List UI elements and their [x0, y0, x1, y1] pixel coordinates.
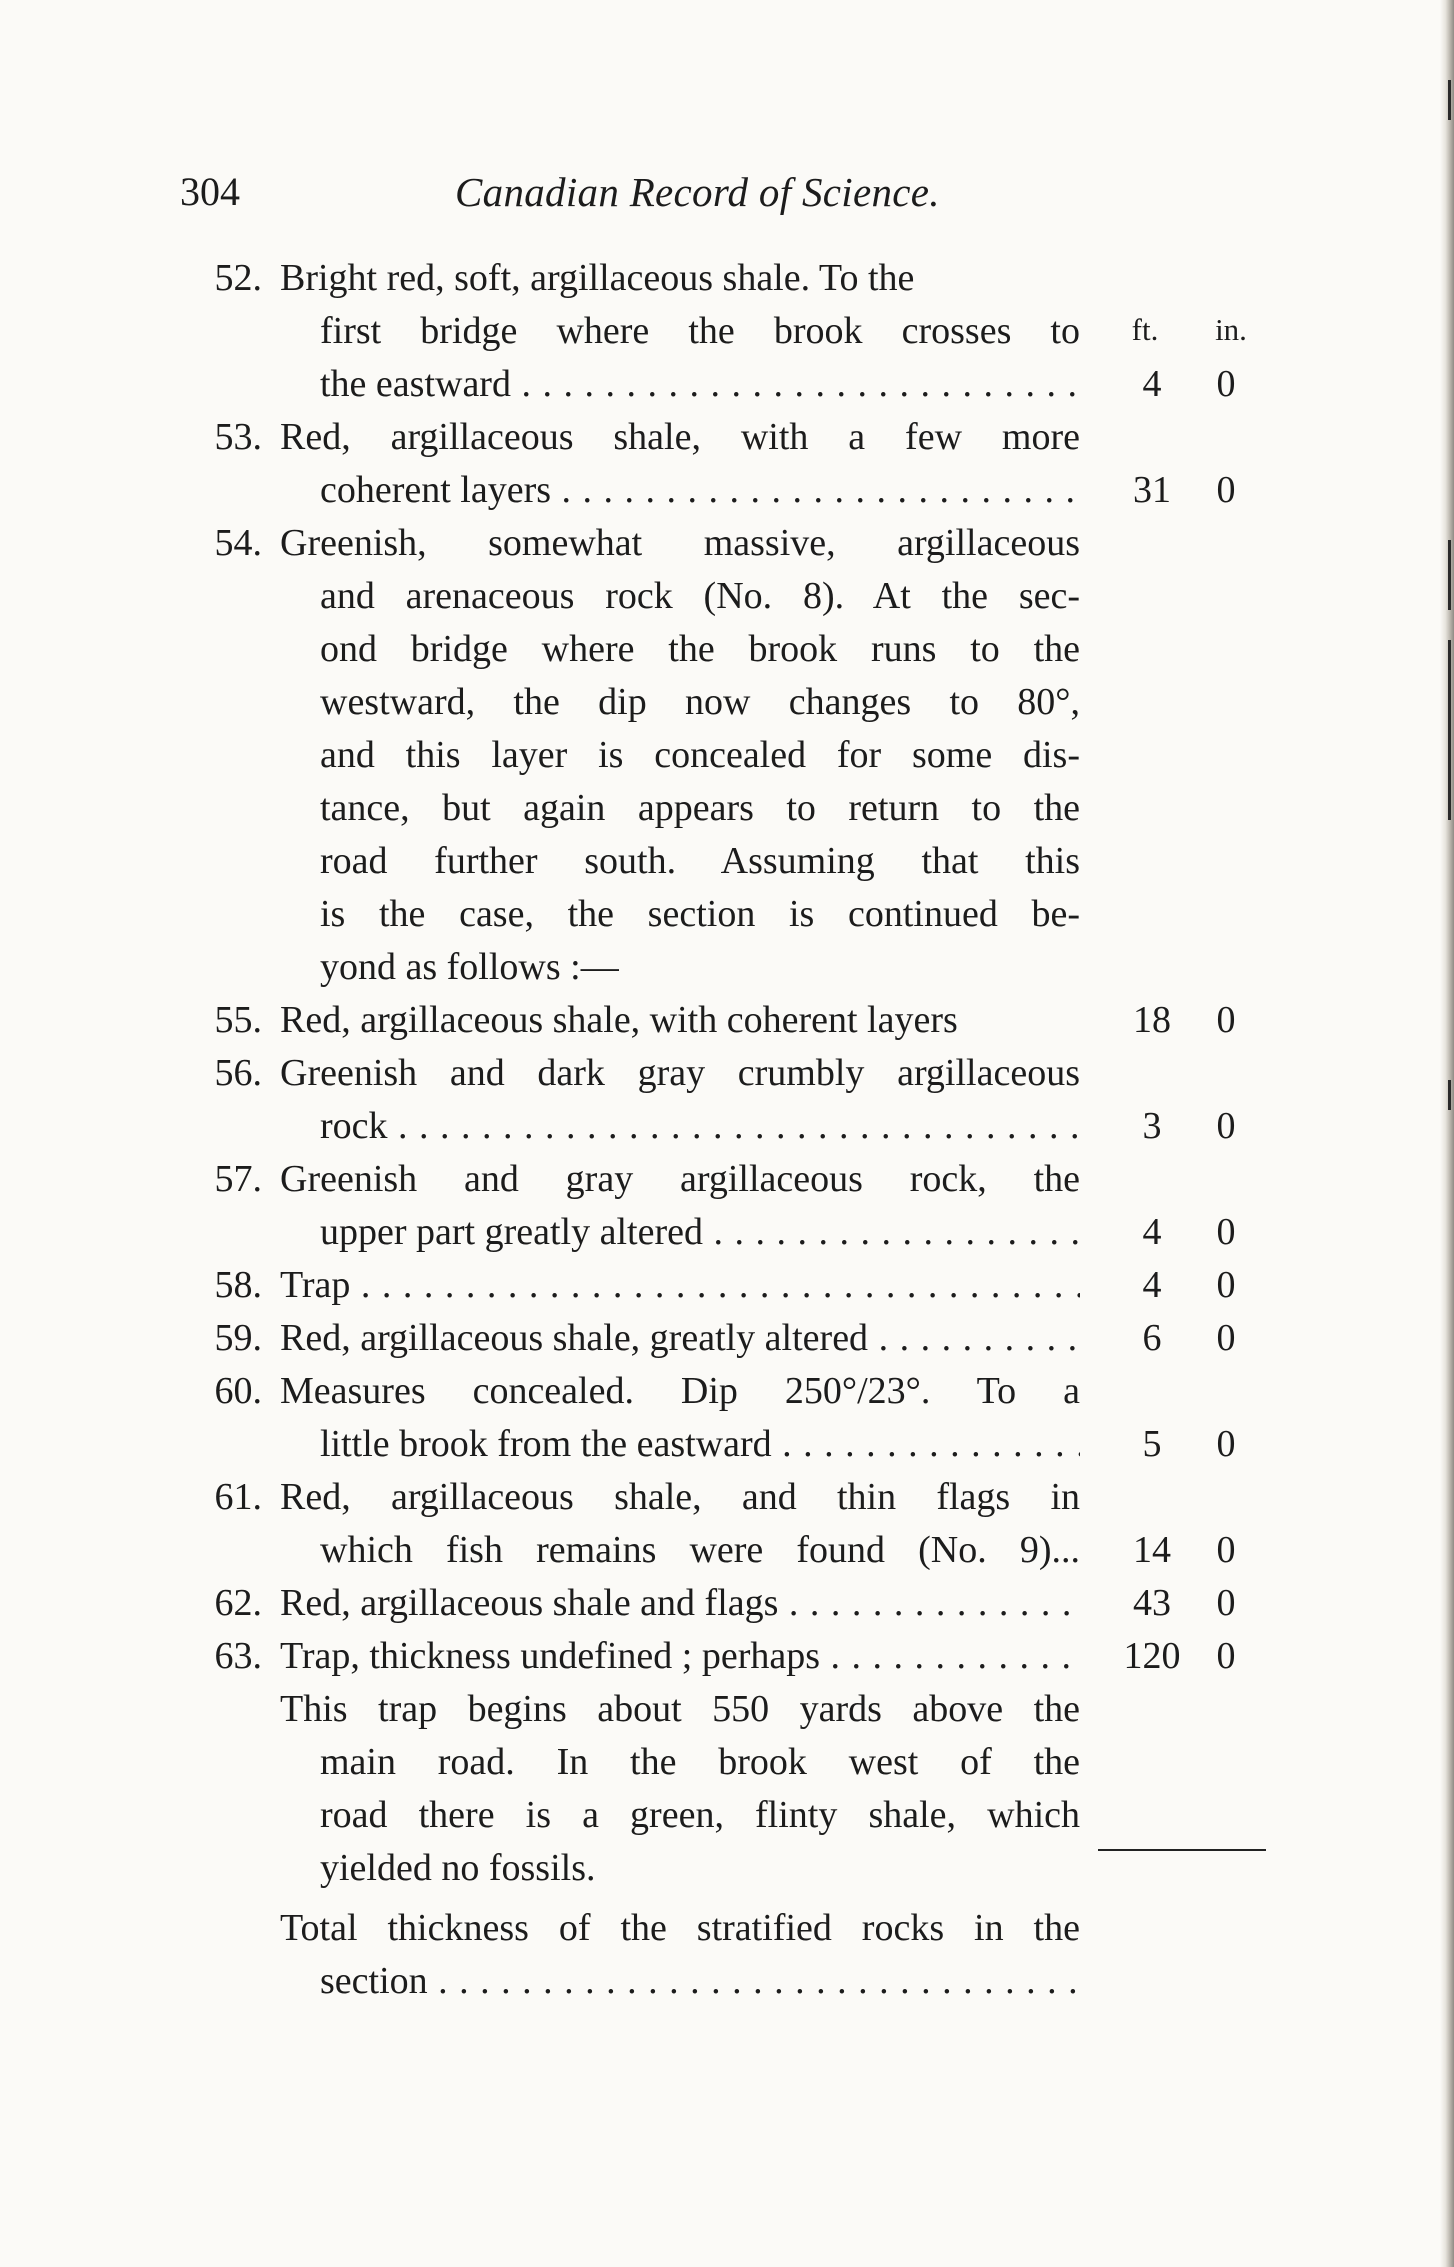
entry-line [180, 1524, 1260, 1577]
entry-line [180, 888, 1260, 941]
entry-text: Measures concealed. Dip 250°/23°. To a [280, 1370, 1080, 1412]
entry-text-dotted: Trap, thickness undefined ; perhaps . . . [280, 1635, 1080, 1677]
entry-text: road further south. Assuming that this [320, 840, 1080, 882]
entry-text: tance, but again appears to return to the [320, 787, 1080, 829]
edge-mark [1448, 80, 1451, 120]
edge-mark [1448, 540, 1451, 610]
page-edge [1440, 0, 1454, 2267]
feet-value: 4 [1142, 363, 1162, 405]
entry-number: 63. [214, 1635, 262, 1677]
entry-number: 60. [214, 1370, 262, 1412]
note-text: yielded no fossils. [320, 1847, 596, 1889]
feet-heading: ft. [1131, 312, 1159, 347]
entry-text [280, 1259, 1080, 1312]
entry-number: 53. [214, 416, 262, 458]
entry-text: and arenaceous rock (No. 8). At the sec- [320, 575, 1080, 617]
entry-text: Greenish and gray argillaceous rock, the [280, 1158, 1080, 1200]
entry-line [180, 782, 1260, 835]
note-line [180, 1736, 1260, 1789]
entry-line [180, 994, 1260, 1047]
entry-line [180, 358, 1260, 411]
entry-text [280, 1577, 1080, 1630]
entry-line [180, 464, 1260, 517]
entry-line [180, 1630, 1260, 1683]
entry-line [180, 623, 1260, 676]
feet-value: 18 [1133, 999, 1171, 1041]
entry-text: which fish remains were found (No. 9)... [320, 1529, 1080, 1571]
entry-text: and this layer is concealed for some dis- [320, 734, 1080, 776]
running-title: Canadian Record of Science. [455, 169, 940, 215]
inches-value: 0 [1216, 1529, 1236, 1571]
total-text [320, 1955, 1080, 2008]
entry-line [180, 729, 1260, 782]
inches-value: 0 [1216, 1582, 1236, 1624]
entry-line [180, 517, 1260, 570]
entry-number: 62. [214, 1582, 262, 1624]
entry-text-dotted: rock . . . [320, 1105, 1080, 1147]
entry-number: 57. [214, 1158, 262, 1200]
entry-text-dotted: Trap . . . [280, 1264, 1080, 1306]
entry-text-dotted: little brook from the eastward . . . [320, 1423, 1080, 1465]
inches-value: 0 [1216, 1105, 1236, 1147]
entry-line [180, 570, 1260, 623]
note-text: This trap begins about 550 yards above the [280, 1688, 1080, 1730]
entry-text-dotted: Red, argillaceous shale and flags . . . [280, 1582, 1080, 1624]
sum-rule [1098, 1849, 1266, 1851]
entry-line [180, 1365, 1260, 1418]
entry-line [180, 1206, 1260, 1259]
entry-number: 54. [214, 522, 262, 564]
feet-value: 6 [1142, 1317, 1162, 1359]
total-text: Total thickness of the stratified rocks in the [280, 1907, 1080, 1949]
feet-value: 4 [1142, 1211, 1162, 1253]
total-line [180, 1902, 1260, 1955]
entry-text: Red, argillaceous shale, with coherent layers [280, 999, 958, 1041]
entry-text [320, 1418, 1080, 1471]
entry-line [180, 835, 1260, 888]
entry-text [320, 358, 1080, 411]
entry-text-dotted: coherent layers . . . [320, 469, 1080, 511]
inches-value: 0 [1216, 1317, 1236, 1359]
entry-number: 59. [214, 1317, 262, 1359]
entry-text: first bridge where the brook crosses to [320, 310, 1080, 352]
inches-value: 0 [1216, 999, 1236, 1041]
entry-number: 56. [214, 1052, 262, 1094]
total-line [180, 1955, 1260, 2008]
inches-value: 0 [1216, 1264, 1236, 1306]
feet-value: 43 [1133, 1582, 1171, 1624]
entry-text: yond as follows :— [320, 946, 619, 988]
entry-text-dotted: upper part greatly altered . . . [320, 1211, 1080, 1253]
entry-line [180, 676, 1260, 729]
entry-line [180, 1471, 1260, 1524]
feet-value: 5 [1142, 1423, 1162, 1465]
entry-text: is the case, the section is continued be- [320, 893, 1080, 935]
inches-value: 0 [1216, 1635, 1236, 1677]
inches-value: 0 [1216, 363, 1236, 405]
note-text: main road. In the brook west of the [320, 1741, 1080, 1783]
edge-mark [1448, 640, 1451, 820]
entry-number: 52. [214, 257, 262, 299]
feet-value: 31 [1133, 469, 1171, 511]
entry-number: 58. [214, 1264, 262, 1306]
feet-value: 4 [1142, 1264, 1162, 1306]
entry-text: Greenish and dark gray crumbly argillaceous [280, 1052, 1080, 1094]
entry-text: Greenish, somewhat massive, argillaceous [280, 522, 1080, 564]
entry-line [180, 1047, 1260, 1100]
entry-text [320, 464, 1080, 517]
entry-text: ond bridge where the brook runs to the [320, 628, 1080, 670]
entry-line [180, 252, 1260, 305]
entry-line [180, 305, 1260, 358]
page-number: 304 [180, 169, 240, 214]
entry-text [320, 1206, 1080, 1259]
entry-text [280, 1630, 1080, 1683]
total-text-dotted: section . . . [320, 1960, 1080, 2002]
inches-value: 0 [1216, 1211, 1236, 1253]
inches-value: 0 [1216, 1423, 1236, 1465]
entry-text: westward, the dip now changes to 80°, [320, 681, 1080, 723]
entry-text [280, 1312, 1080, 1365]
entry-line [180, 1153, 1260, 1206]
entry-number: 55. [214, 999, 262, 1041]
entry-text-dotted: Red, argillaceous shale, greatly altered . . . [280, 1317, 1080, 1359]
entry-text: Red, argillaceous shale, with a few more [280, 416, 1080, 458]
feet-value: 120 [1123, 1635, 1181, 1677]
entry-line [180, 1312, 1260, 1365]
inches-heading: in. [1215, 312, 1247, 347]
note-line [180, 1683, 1260, 1736]
edge-mark [1448, 1080, 1451, 1110]
entry-text: Red, argillaceous shale, and thin flags in [280, 1476, 1080, 1518]
inches-value: 0 [1216, 469, 1236, 511]
entry-line [180, 411, 1260, 464]
entry-line [180, 1259, 1260, 1312]
feet-value: 3 [1142, 1105, 1162, 1147]
note-line [180, 1789, 1260, 1842]
entry-line [180, 1100, 1260, 1153]
entry-number: 61. [214, 1476, 262, 1518]
feet-value: 14 [1133, 1529, 1171, 1571]
entry-text-dotted: the eastward . . . [320, 363, 1080, 405]
entry-line [180, 941, 1260, 994]
entry-line [180, 1577, 1260, 1630]
note-text: road there is a green, flinty shale, which [320, 1794, 1080, 1836]
entry-line [180, 1418, 1260, 1471]
entry-text [320, 1100, 1080, 1153]
page-header [180, 168, 1270, 228]
entry-text: Bright red, soft, argillaceous shale. To the [280, 257, 915, 299]
